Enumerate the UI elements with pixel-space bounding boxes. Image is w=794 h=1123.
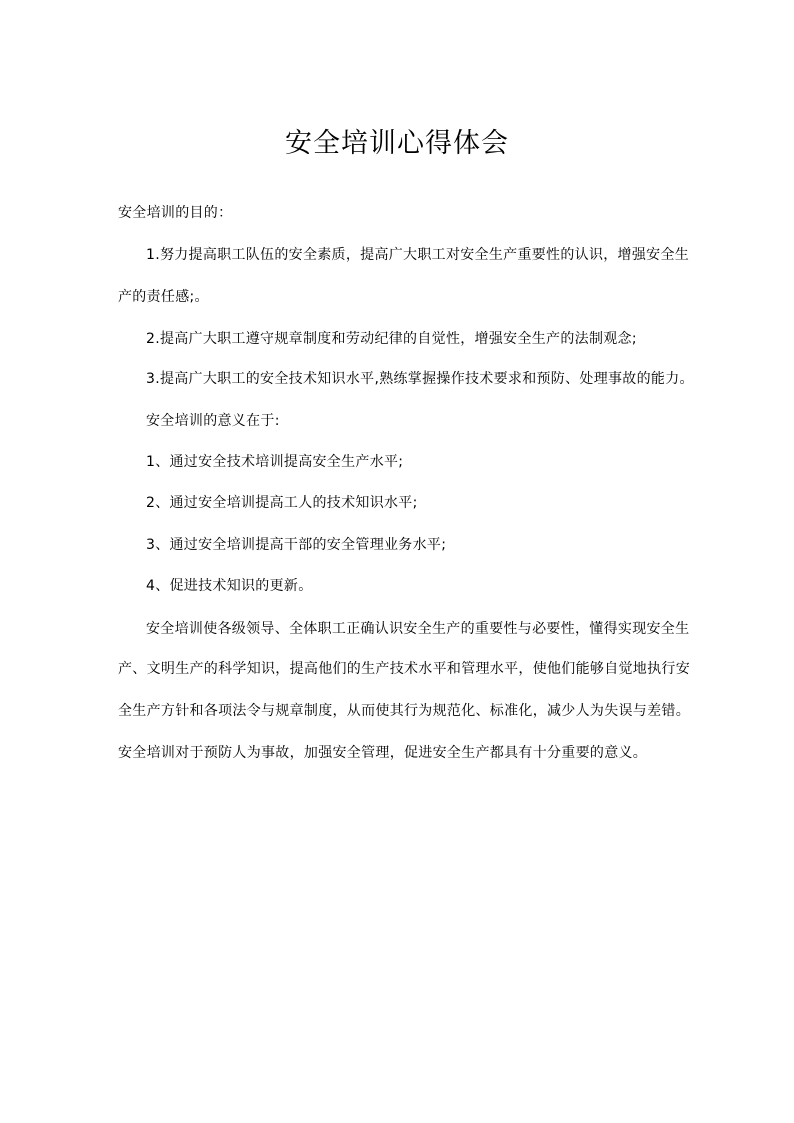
list-item: 1、通过安全技术培训提高安全生产水平; bbox=[146, 454, 404, 470]
paragraph-line: 2.提高广大职工遵守规章制度和劳动纪律的自觉性，增强安全生产的法制观念; bbox=[146, 331, 637, 347]
paragraph-line: 安全培训对于预防人为事故，加强安全管理，促进安全生产都具有十分重要的意义。 bbox=[118, 745, 648, 761]
list-item: 3、通过安全培训提高干部的安全管理业务水平; bbox=[146, 537, 447, 553]
section-heading-significance: 安全培训的意义在于: bbox=[146, 413, 280, 429]
section-heading-purpose: 安全培训的目的： bbox=[118, 205, 233, 221]
paragraph-line: 产、文明生产的科学知识，提高他们的生产技术水平和管理水平，使他们能够自觉地执行安 bbox=[118, 661, 690, 677]
document-title: 安全培训心得体会 bbox=[285, 128, 509, 159]
paragraph-line: 全生产方针和各项法令与规章制度，从而使其行为规范化、标准化，减少人为失误与差错。 bbox=[118, 703, 690, 719]
paragraph-line: 1.努力提高职工队伍的安全素质，提高广大职工对安全生产重要性的认识，增强安全生 bbox=[146, 247, 690, 263]
paragraph-line: 产的责任感;。 bbox=[118, 289, 209, 305]
paragraph-line: 安全培训使各级领导、全体职工正确认识安全生产的重要性与必要性，懂得实现安全生 bbox=[146, 621, 690, 637]
list-item: 4、促进技术知识的更新。 bbox=[146, 578, 313, 594]
list-item: 2、通过安全培训提高工人的技术知识水平; bbox=[146, 495, 418, 511]
paragraph-line: 3.提高广大职工的安全技术知识水平,熟练掌握操作技术要求和预防、处理事故的能力。 bbox=[146, 371, 694, 387]
